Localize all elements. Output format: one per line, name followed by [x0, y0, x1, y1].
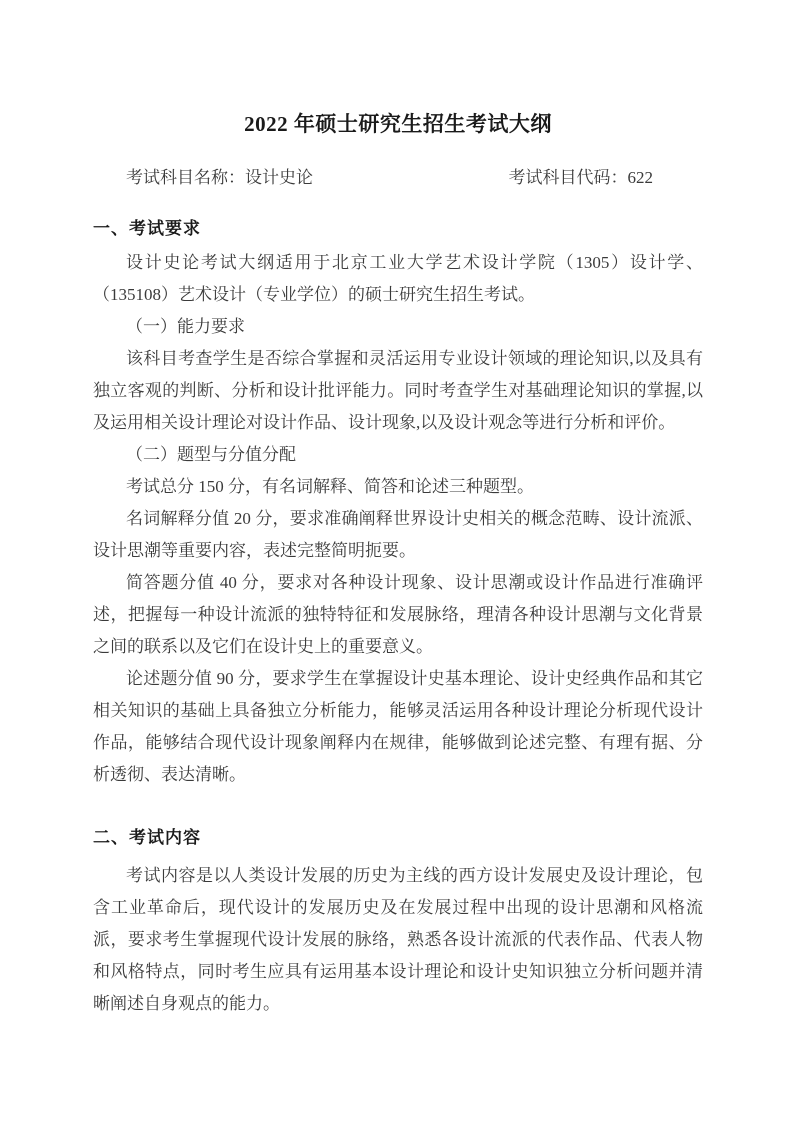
- subject-name-value: 设计史论: [245, 168, 313, 187]
- page-title: 2022 年硕士研究生招生考试大纲: [244, 112, 552, 136]
- subject-name-label: 考试科目名称：: [126, 168, 245, 187]
- section-exam-content: [93, 827, 703, 1020]
- subject-code: [509, 168, 654, 188]
- essay-question-paragraph: 论述题分值 90 分，要求学生在掌握设计史基本理论、设计史经典作品和其它相关知识的基础上具备独立分析能力，能够灵活运用各种设计理论分析现代设计作品，能够结合现代设计现象阐释内在规律，能够做到论述完整、有理有据、分析透彻、表达清晰。: [93, 669, 703, 784]
- subject-code-value: 622: [627, 168, 653, 187]
- subject-name: [126, 168, 313, 188]
- short-answer-paragraph: 简答题分值 40 分，要求对各种设计现象、设计思潮或设计作品进行准确评述，把握每一种设计流派的独特特征和发展脉络，理清各种设计思潮与文化背景之间的联系以及它们在设计史上的重要意义。: [93, 573, 703, 656]
- exam-content-paragraph: 考试内容是以人类设计发展的历史为主线的西方设计发展史及设计理论，包含工业革命后，现代设计的发展历史及在发展过程中出现的设计思潮和风格流派，要求考生掌握现代设计发展的脉络，熟悉各设计流派的代表作品、代表人物和风格特点，同时考生应具有运用基本设计理论和设计史知识独立分析问题并清晰阐述自身观点的能力。: [93, 866, 703, 1013]
- ability-requirements-paragraph: 该科目考查学生是否综合掌握和灵活运用专业设计领域的理论知识,以及具有独立客观的判断、分析和设计批评能力。同时考查学生对基础理论知识的掌握,以及运用相关设计理论对设计作品、设计现象,以及设计观念等进行分析和评价。: [93, 349, 703, 432]
- section-body-exam-requirements: [93, 247, 703, 791]
- subject-code-label: 考试科目代码：: [508, 168, 628, 187]
- section-heading-exam-content: 二、考试内容: [93, 828, 201, 847]
- section-exam-requirements: [93, 218, 703, 791]
- total-score-paragraph: 考试总分 150 分，有名词解释、简答和论述三种题型。: [126, 477, 534, 496]
- section-body-exam-content: [93, 860, 703, 1020]
- subheading-ability-requirements: （一）能力要求: [126, 317, 245, 336]
- section-heading-exam-requirements: 一、考试要求: [93, 219, 201, 238]
- term-explanation-paragraph: 名词解释分值 20 分，要求准确阐释世界设计史相关的概念范畴、设计流派、设计思潮等重要内容，表述完整简明扼要。: [93, 509, 703, 560]
- subheading-question-types-scores: （二）题型与分值分配: [126, 445, 296, 464]
- intro-paragraph: 设计史论考试大纲适用于北京工业大学艺术设计学院（1305）设计学、（135108）艺术设计（专业学位）的硕士研究生招生考试。: [93, 253, 703, 304]
- subject-meta-row: [93, 168, 703, 188]
